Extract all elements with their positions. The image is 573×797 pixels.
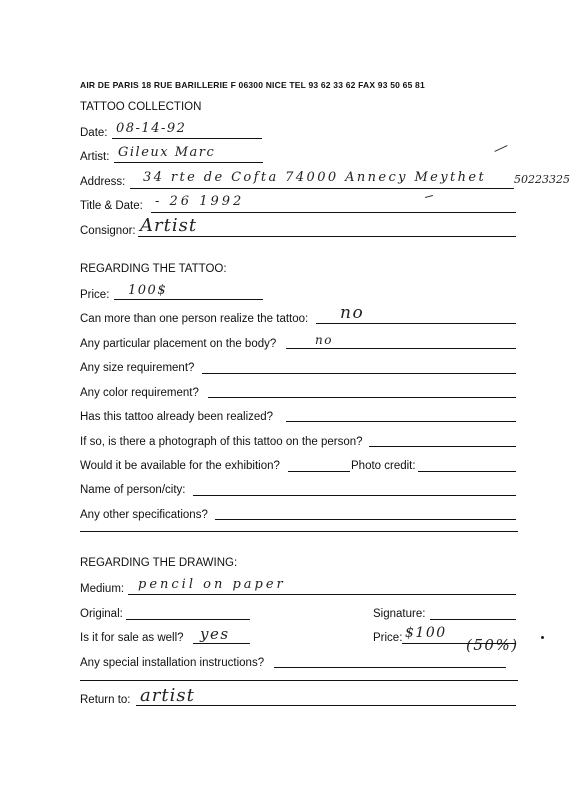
title-date-label: Title & Date: (80, 200, 143, 212)
medium-line (128, 594, 516, 595)
q-exhibition-line[interactable] (288, 471, 350, 472)
drawing-price-value[interactable]: $100 (405, 625, 447, 641)
q-more-than-one-label: Can more than one person realize the tattoo: (80, 313, 309, 325)
pen-mark (494, 145, 507, 152)
address-label: Address: (80, 176, 126, 188)
q-realized-line[interactable] (286, 421, 516, 422)
artist-line (114, 162, 263, 163)
date-value[interactable]: 08-14-92 (116, 121, 187, 136)
pen-dot (541, 636, 544, 639)
photo-credit-label: Photo credit: (351, 460, 416, 472)
pen-mark-2 (425, 195, 433, 198)
tattoo-heading: REGARDING THE TATTOO: (80, 263, 227, 275)
original-label: Original: (80, 608, 123, 620)
q-exhibition-label: Would it be available for the exhibition? (80, 460, 280, 472)
address-line (130, 188, 514, 189)
photo-credit-line[interactable] (418, 471, 516, 472)
date-line (112, 138, 262, 139)
q-placement-label: Any particular placement on the body? (80, 338, 277, 350)
consignor-line (138, 236, 516, 237)
installation-extra-line (80, 680, 518, 681)
return-to-value[interactable]: artist (140, 685, 195, 706)
q-photo-line[interactable] (369, 446, 516, 447)
installation-line[interactable] (274, 667, 506, 668)
q-placement-line (286, 348, 516, 349)
drawing-price-extra: (50%) (466, 636, 519, 654)
gallery-address-header: AIR DE PARIS 18 RUE BARILLERIE F 06300 NICE TEL 93 62 33 62 FAX 93 50 65 81 (80, 80, 425, 90)
signature-label: Signature: (373, 608, 426, 620)
return-to-line (136, 705, 516, 706)
title-date-line (151, 212, 516, 213)
signature-line[interactable] (430, 619, 516, 620)
return-to-label: Return to: (80, 694, 131, 706)
address-value[interactable]: 34 rte de Cofta 74000 Annecy Meythet (143, 170, 487, 185)
q-color-label: Any color requirement? (80, 387, 199, 399)
drawing-price-line (402, 643, 516, 644)
other-specs-label: Any other specifications? (80, 509, 208, 521)
q-size-label: Any size requirement? (80, 362, 195, 374)
section-divider (80, 531, 518, 532)
installation-label: Any special installation instructions? (80, 657, 265, 669)
address-extra: 50223325 (514, 173, 570, 186)
consignor-value[interactable]: Artist (140, 215, 198, 236)
q-placement-value[interactable]: no (315, 333, 333, 347)
date-label: Date: (80, 127, 108, 139)
drawing-heading: REGARDING THE DRAWING: (80, 557, 238, 569)
original-line[interactable] (126, 619, 250, 620)
title-date-value[interactable]: - 26 1992 (155, 194, 245, 209)
q-color-line[interactable] (208, 397, 516, 398)
artist-value[interactable]: Gileux Marc (118, 145, 216, 160)
drawing-price-label: Price: (373, 632, 403, 644)
name-city-label: Name of person/city: (80, 484, 186, 496)
q-size-line[interactable] (202, 373, 516, 374)
consignor-label: Consignor: (80, 225, 136, 237)
other-specs-line[interactable] (215, 519, 516, 520)
tattoo-price-label: Price: (80, 289, 110, 301)
artist-label: Artist: (80, 151, 110, 163)
for-sale-line (193, 643, 250, 644)
medium-value[interactable]: pencil on paper (138, 577, 286, 592)
medium-label: Medium: (80, 583, 125, 595)
name-city-line[interactable] (193, 495, 516, 496)
q-photo-label: If so, is there a photograph of this tattoo on the person? (80, 436, 363, 448)
tattoo-price-line (114, 299, 263, 300)
tattoo-price-value[interactable]: 100$ (128, 283, 168, 298)
form-title: TATTOO COLLECTION (80, 101, 202, 113)
q-realized-label: Has this tattoo already been realized? (80, 411, 274, 423)
for-sale-label: Is it for sale as well? (80, 632, 184, 644)
q-more-than-one-value[interactable]: no (340, 303, 365, 323)
for-sale-value[interactable]: yes (200, 625, 230, 643)
q-more-than-one-line (316, 323, 516, 324)
